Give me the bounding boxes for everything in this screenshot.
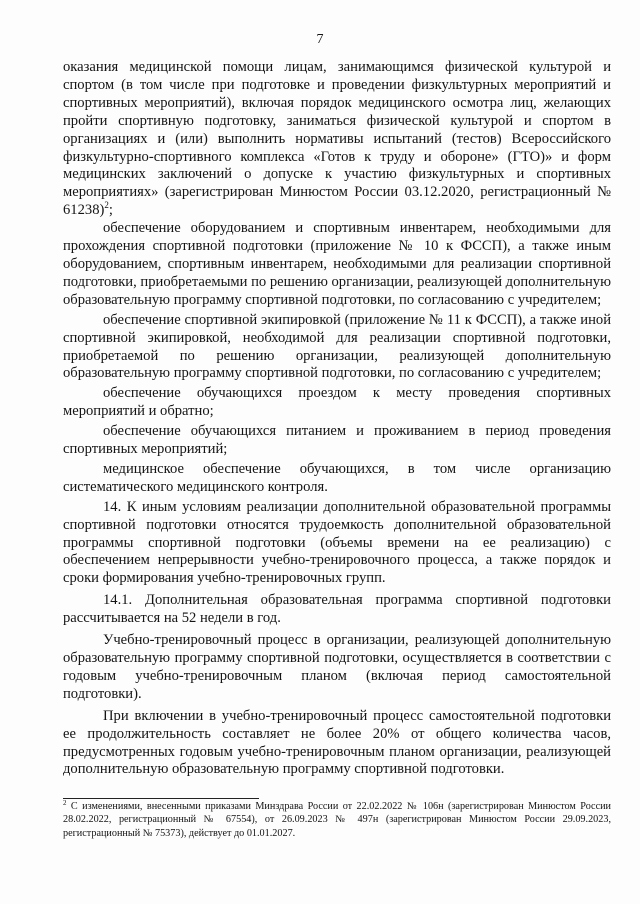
paragraph-medical: медицинское обеспечение обучающихся, в том числе организацию систематического медицинского контроля. xyxy=(63,460,611,495)
footnote-text: С изменениями, внесенными приказами Минздрава России от 22.02.2022 № 106н (зарегистрирован Минюстом России 28.02.2022, регистрационный № 67554), от 26.09.2023 № 497н (зарегистрирован Минюстом России 29.09.2023, регистрационный № 75373), действует до 01.01.2027. xyxy=(63,801,611,839)
paragraph-meals: обеспечение обучающихся питанием и проживанием в период проведения спортивных мероприятий; xyxy=(63,423,611,458)
footnote-reference: 2 xyxy=(104,200,109,211)
footnote-marker: 2 xyxy=(63,799,67,807)
document-body xyxy=(63,59,611,779)
paragraph-14-1: 14.1. Дополнительная образовательная программа спортивной подготовки рассчитывается на 52 недели в год. xyxy=(63,592,611,627)
page-number: 7 xyxy=(316,32,324,47)
paragraph-training-process: Учебно-тренировочный процесс в организации, реализующей дополнительную образовательную программу спортивной подготовки, осуществляется в соответствии с годовым учебно-тренировочным планом (включая период самостоятельной подготовки). xyxy=(63,632,611,702)
footnote xyxy=(63,800,611,840)
paragraph-continuation xyxy=(63,59,611,220)
footnote-reference-suffix: ; xyxy=(108,202,113,219)
paragraph-self-training: При включении в учебно-тренировочный процесс самостоятельной подготовки ее продолжительность составляет не более 20% от общего количества часов, предусмотренных годовым учебно-тренировочным планом организации, реализующей дополнительную образовательную программу спортивной подготовки. xyxy=(63,707,611,778)
paragraph-equipment: обеспечение оборудованием и спортивным инвентарем, необходимыми для прохождения спортивной подготовки (приложение № 10 к ФССП), а также иным оборудованием, спортивным инвентарем, необходимыми для реализации спортивной подготовки, приобретаемыми по решению организации, реализующей дополнительную образовательную программу спортивной подготовки, по согласованию с учредителем; xyxy=(63,220,611,308)
footnote-divider xyxy=(63,798,259,799)
paragraph-gear: обеспечение спортивной экипировкой (приложение № 11 к ФССП), а также иной спортивной экипировкой, необходимой для реализации спортивной подготовки, приобретаемой по решению организации, реализующей дополнительную образовательную программу спортивной подготовки, по согласованию с учредителем; xyxy=(63,311,611,382)
paragraph-travel: обеспечение обучающихся проездом к месту проведения спортивных мероприятий и обратно; xyxy=(63,385,611,420)
paragraph-14: 14. К иным условиям реализации дополнительной образовательной программы спортивной подготовки относятся трудоемкость дополнительной образовательной программы спортивной подготовки (объемы времени на ее реализацию) с обеспечением непрерывности учебно-тренировочного процесса, а также порядок и сроки формирования учебно-тренировочных групп. xyxy=(63,498,611,587)
paragraph-text: оказания медицинской помощи лицам, занимающимся физической культурой и спортом (в том числе при подготовке и проведении физкультурных мероприятий и спортивных мероприятий), включая порядок медицинского осмотра лиц, желающих пройти спортивную подготовку, заниматься физической культурой и спортом в организациях и (или) выполнить нормативы испытаний (тестов) Всероссийского физкультурно-спортивного комплекса «Готов к труду и обороне» (ГТО)» и форм медицинских заключений о допуске к участию физкультурных и спортивных мероприятиях» (зарегистрирован Минюстом России 03.12.2020, регистрационный № 61238) xyxy=(63,59,611,219)
